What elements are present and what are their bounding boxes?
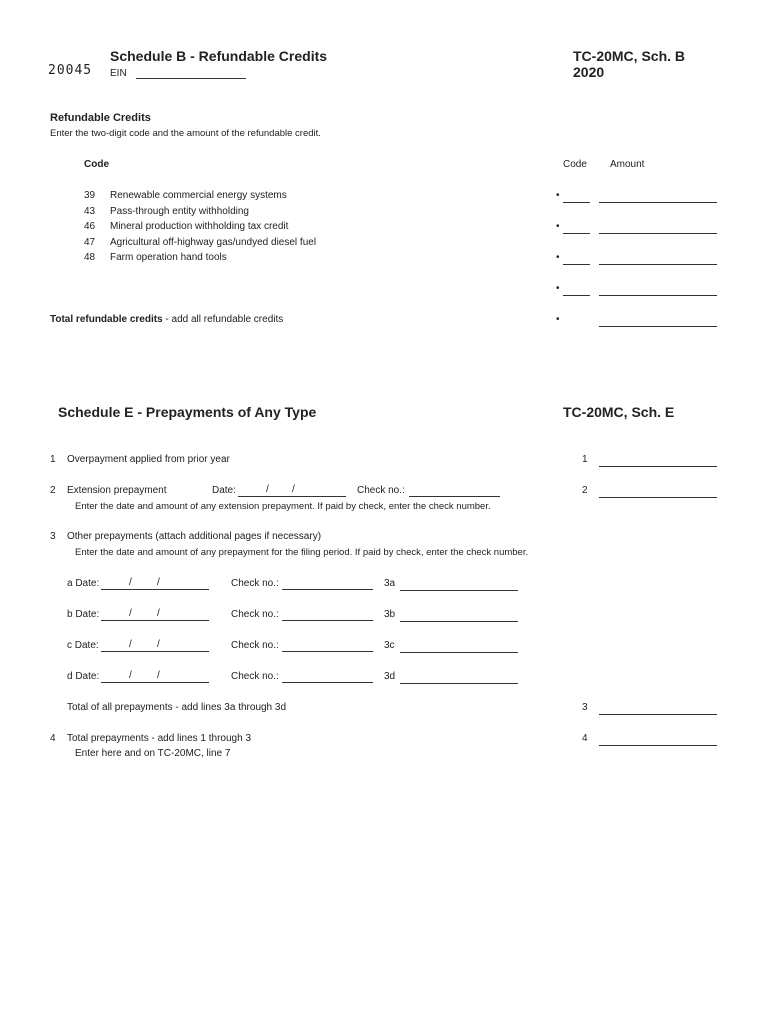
credit-amount-field[interactable] — [599, 295, 717, 296]
form-number: 20045 — [48, 63, 93, 78]
line-ref: 1 — [582, 454, 588, 465]
sub-date-field[interactable] — [101, 620, 209, 621]
credit-description: Pass-through entity withholding — [110, 206, 249, 217]
ein-label: EIN — [110, 68, 127, 79]
code-column-header: Code — [563, 159, 587, 170]
check-label: Check no.: — [231, 578, 279, 589]
date-slash: / — [292, 484, 295, 495]
sub-check-field[interactable] — [282, 651, 373, 652]
check-label: Check no.: — [231, 609, 279, 620]
check-label: Check no.: — [357, 485, 405, 496]
date-slash: / — [129, 670, 132, 681]
line1-label: Overpayment applied from prior year — [67, 454, 230, 465]
form-id-b: TC-20MC, Sch. B — [573, 48, 686, 64]
line4-label: Total prepayments - add lines 1 through 3 — [67, 733, 251, 744]
date-slash: / — [157, 608, 160, 619]
credit-code: 46 — [84, 221, 96, 232]
sub-amount-field[interactable] — [400, 621, 518, 622]
date-slash: / — [129, 577, 132, 588]
check-label: Check no.: — [231, 671, 279, 682]
line3-label: Other prepayments (attach additional pages if necessary) — [67, 531, 322, 542]
schedule-b-title: Schedule B - Refundable Credits — [110, 48, 328, 64]
refundable-heading: Refundable Credits — [50, 112, 151, 124]
sub-check-field[interactable] — [282, 620, 373, 621]
amount-column-header: Amount — [610, 159, 645, 170]
refundable-instruction: Enter the two-digit code and the amount of the refundable credit. — [50, 128, 321, 139]
sub-check-field[interactable] — [282, 682, 373, 683]
bullet-marker: • — [556, 283, 560, 294]
sub-amount-field[interactable] — [400, 683, 518, 684]
form-year: 2020 — [573, 64, 605, 80]
date-slash: / — [266, 484, 269, 495]
credit-description: Farm operation hand tools — [110, 252, 227, 263]
date-slash: / — [129, 639, 132, 650]
bullet-marker: • — [556, 190, 560, 201]
check-label: Check no.: — [231, 640, 279, 651]
sub-amount-field[interactable] — [400, 590, 518, 591]
sub-ref: 3b — [384, 609, 396, 620]
bullet-marker: • — [556, 252, 560, 263]
form-id-e: TC-20MC, Sch. E — [563, 404, 675, 420]
sub-date-label: c Date: — [67, 640, 99, 651]
credit-code: 47 — [84, 237, 96, 248]
total-refundable-label — [50, 314, 283, 325]
line2-label: Extension prepayment — [67, 485, 167, 496]
code-heading: Code — [84, 159, 109, 170]
total-refundable-field[interactable] — [599, 326, 717, 327]
credit-code-field[interactable] — [563, 295, 590, 296]
total-refundable-bold: Total refundable credits — [50, 314, 163, 325]
date-label: Date: — [212, 485, 236, 496]
sub-date-label: d Date: — [67, 671, 100, 682]
extension-amount-field[interactable] — [599, 497, 717, 498]
extension-date-field[interactable] — [238, 496, 346, 497]
sub-date-field[interactable] — [101, 589, 209, 590]
line-number: 4 — [50, 733, 56, 744]
sub-date-label: b Date: — [67, 609, 100, 620]
credit-description: Mineral production withholding tax credit — [110, 221, 289, 232]
overpayment-amount-field[interactable] — [599, 466, 717, 467]
sub-date-field[interactable] — [101, 651, 209, 652]
credit-amount-field[interactable] — [599, 264, 717, 265]
date-slash: / — [157, 670, 160, 681]
credit-description: Agricultural off-highway gas/undyed diesel fuel — [110, 237, 317, 248]
total-prepayments-field[interactable] — [599, 745, 717, 746]
date-slash: / — [157, 577, 160, 588]
sub-ref: 3c — [384, 640, 395, 651]
date-slash: / — [129, 608, 132, 619]
line-number: 3 — [50, 531, 56, 542]
line-number: 2 — [50, 485, 56, 496]
sub-date-field[interactable] — [101, 682, 209, 683]
total3-label: Total of all prepayments - add lines 3a through 3d — [67, 702, 287, 713]
credit-amount-field[interactable] — [599, 233, 717, 234]
ein-field[interactable] — [136, 78, 246, 79]
credit-code-field[interactable] — [563, 202, 590, 203]
schedule-e-title: Schedule E - Prepayments of Any Type — [58, 404, 317, 420]
line3-instruction: Enter the date and amount of any prepayment for the filing period. If paid by check, enter the check number. — [75, 547, 529, 558]
credit-code: 48 — [84, 252, 96, 263]
sub-ref: 3d — [384, 671, 396, 682]
line-number: 1 — [50, 454, 56, 465]
line-ref: 4 — [582, 733, 588, 744]
total3-amount-field[interactable] — [599, 714, 717, 715]
credit-code: 43 — [84, 206, 96, 217]
sub-date-label: a Date: — [67, 578, 100, 589]
credit-code-field[interactable] — [563, 264, 590, 265]
sub-amount-field[interactable] — [400, 652, 518, 653]
date-slash: / — [157, 639, 160, 650]
line4-instruction: Enter here and on TC-20MC, line 7 — [75, 748, 231, 759]
credit-code-field[interactable] — [563, 233, 590, 234]
sub-check-field[interactable] — [282, 589, 373, 590]
line-ref: 2 — [582, 485, 588, 496]
bullet-marker: • — [556, 221, 560, 232]
total-refundable-rest: - add all refundable credits — [162, 314, 284, 325]
credit-code: 39 — [84, 190, 96, 201]
line-ref: 3 — [582, 702, 588, 713]
credit-amount-field[interactable] — [599, 202, 717, 203]
credit-description: Renewable commercial energy systems — [110, 190, 287, 201]
extension-check-field[interactable] — [409, 496, 500, 497]
line2-instruction: Enter the date and amount of any extension prepayment. If paid by check, enter the check number. — [75, 501, 491, 512]
sub-ref: 3a — [384, 578, 396, 589]
bullet-marker: • — [556, 314, 560, 325]
